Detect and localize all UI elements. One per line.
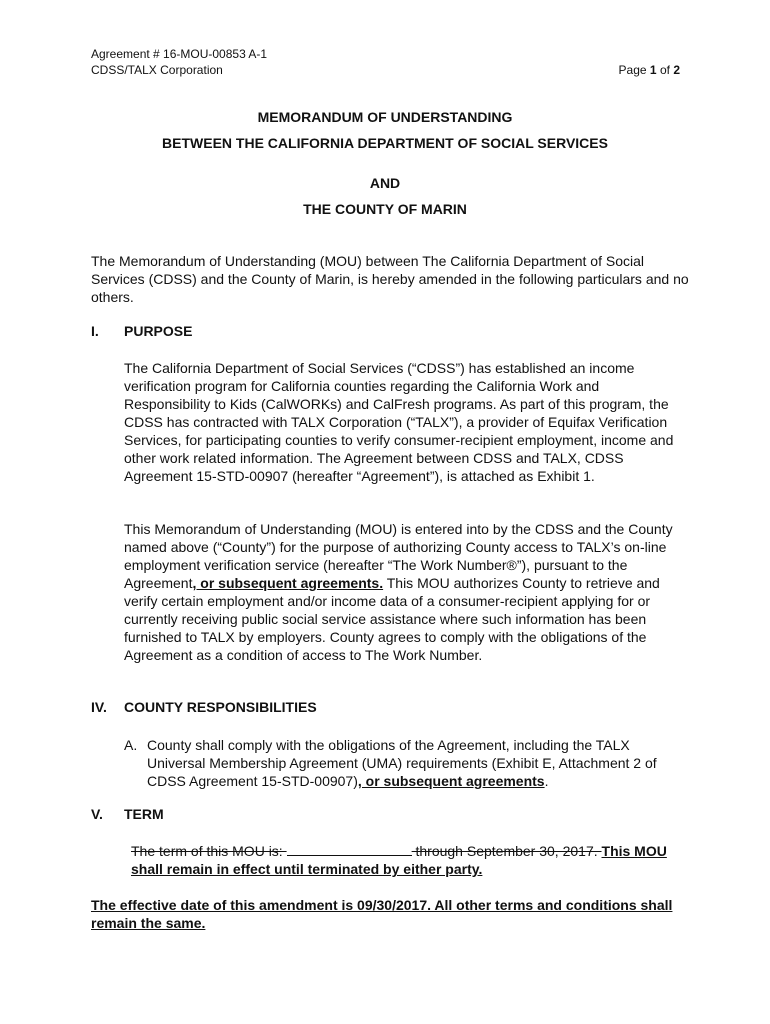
section-title-term: TERM [124, 806, 164, 822]
effective-date-statement: The effective date of this amendment is 09/30/2017. All other terms and conditions shall remain the same. [91, 897, 673, 931]
title-line-4: THE COUNTY OF MARIN [303, 201, 467, 217]
section-number-county: IV. [91, 699, 107, 715]
purpose-paragraph-1: The California Department of Social Services (“CDSS”) has established an income verification program for California counties regarding the California Work and Responsibility to Kids (CalWORKs) and CalFresh programs. As part of this program, the CDSS has contracted with TALX Corporation (“TALX”), a provider of Equifax Verification Services, for participating counties to verify consumer-recipient employment, income and other work related information. The Agreement between CDSS and TALX, CDSS Agreement 15-STD-00907 (hereafter “Agreement”), is attached as Exhibit 1. [124, 360, 674, 484]
inserted-text: , or subsequent agreements. [192, 575, 384, 591]
struck-text: through September 30, 2017. [411, 843, 602, 859]
intro-paragraph: The Memorandum of Understanding (MOU) between The California Department of Social Services (CDSS) and the County of Marin, is hereby amended in the following particulars and no others. [91, 253, 689, 305]
section-title-purpose: PURPOSE [124, 323, 193, 339]
title-line-1: MEMORANDUM OF UNDERSTANDING [257, 109, 513, 125]
term-paragraph [131, 842, 686, 878]
section-title-county: COUNTY RESPONSIBILITIES [124, 699, 317, 715]
document-header [91, 46, 267, 78]
section-number-purpose: I. [91, 323, 99, 339]
section-number-term: V. [91, 806, 103, 822]
list-item-label: A. [124, 737, 138, 753]
page-current: 1 [649, 63, 657, 77]
struck-text: The term of this MOU is: [131, 843, 287, 859]
agreement-number: Agreement # 16-MOU-00853 A-1 [91, 47, 268, 61]
inserted-text: , or subsequent agreements [357, 773, 545, 789]
purpose-paragraph-2: This Memorandum of Understanding (MOU) is entered into by the CDSS and the County named above (“County”) for the purpose of authorizing County access to TALX’s on-line employment verification service (hereafter “The Work Number®”), pursuant to the Agreement, or subsequent agreements. This MOU authorizes County to retrieve and verify certain employment and/or income data of a consumer-recipient applying for or currently receiving public social service assistance where such information has been furnished to TALX by employers. County agrees to comply with the obligations of the Agreement as a condition of access to The Work Number. [124, 521, 673, 663]
page-indicator: Page 1 of 2 [618, 63, 680, 77]
title-line-3: AND [369, 175, 401, 191]
organization: CDSS/TALX Corporation [91, 63, 223, 77]
blank-line [287, 843, 412, 856]
inserted-text: This MOU shall remain in effect until terminated by either party. [131, 843, 667, 877]
page-total: 2 [673, 63, 680, 77]
list-item-a: A. County shall comply with the obligations of the Agreement, including the TALX Universal Membership Agreement (UMA) requirements (Exhibit E, Attachment 2 of CDSS Agreement 15-STD-00907), or subsequent agreements. [124, 737, 657, 789]
title-line-2: BETWEEN THE CALIFORNIA DEPARTMENT OF SOCIAL SERVICES [162, 135, 608, 151]
